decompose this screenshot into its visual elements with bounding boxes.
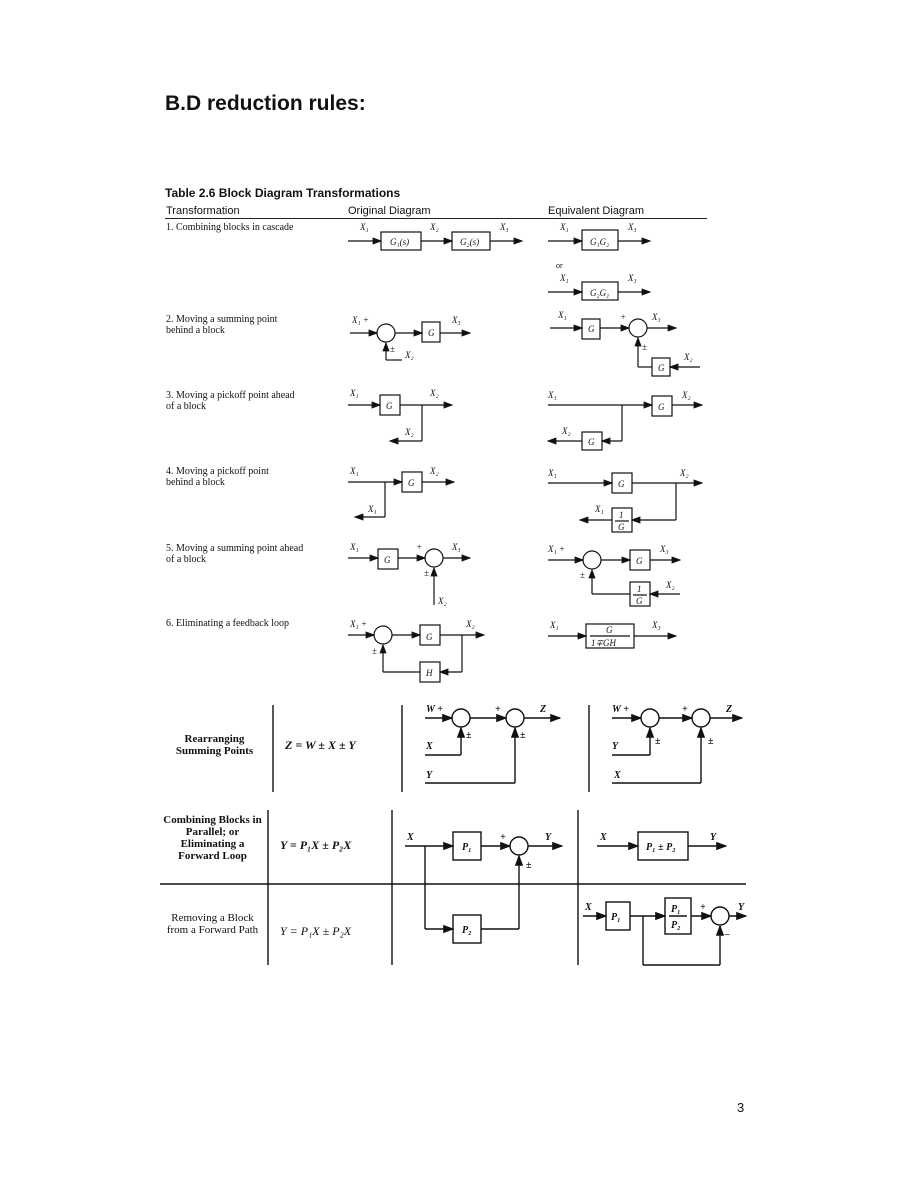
row-label-3: 3. Moving a pickoff point ahead of a block	[166, 390, 295, 412]
svg-text:X₁: X₁	[548, 468, 557, 478]
svg-text:Y: Y	[545, 832, 552, 843]
svg-text:X₂: X₂	[466, 619, 475, 629]
svg-text:X₁: X₁	[368, 504, 377, 514]
svg-text:X₂: X₂	[666, 580, 675, 590]
col-header-original: Original Diagram	[348, 205, 431, 217]
svg-text:Y: Y	[426, 770, 433, 781]
row5-original-diagram	[348, 542, 470, 606]
svg-text:X₂: X₂	[405, 427, 414, 437]
table2-eq-parallel: Y = P₁X ± P₂X	[280, 838, 352, 852]
col-header-equivalent: Equivalent Diagram	[548, 205, 644, 217]
svg-text:+: +	[682, 704, 688, 715]
svg-text:Z: Z	[540, 704, 547, 715]
svg-text:±: ±	[526, 860, 532, 871]
svg-text:±: ±	[708, 736, 714, 747]
svg-text:X₃: X₃	[628, 273, 637, 283]
row-label-6: 6. Eliminating a feedback loop	[166, 618, 290, 629]
svg-text:Z: Z	[726, 704, 733, 715]
svg-text:+: +	[700, 902, 706, 913]
svg-text:X₁ +: X₁ +	[352, 315, 369, 325]
parallel-equivalent-diagram	[597, 832, 726, 860]
svg-text:X: X	[426, 741, 433, 752]
page-heading: B.D reduction rules:	[165, 92, 366, 115]
svg-text:G: G	[588, 437, 595, 447]
row-label-2: 2. Moving a summing point behind a block	[166, 314, 278, 336]
svg-text:X₃: X₃	[628, 222, 637, 232]
svg-text:X: X	[600, 832, 607, 843]
svg-text:X: X	[585, 902, 592, 913]
svg-text:±: ±	[466, 730, 472, 741]
svg-text:X₁: X₁	[550, 620, 559, 630]
svg-text:X₂: X₂	[562, 426, 571, 436]
svg-text:G: G	[658, 363, 665, 373]
svg-text:X₃: X₃	[652, 620, 661, 630]
row3-original-diagram	[348, 388, 452, 441]
svg-text:G: G	[386, 401, 393, 411]
svg-text:±: ±	[424, 568, 429, 578]
row2-equivalent-diagram	[550, 310, 700, 376]
svg-text:P₁: P₁	[462, 842, 472, 853]
svg-text:G: G	[588, 324, 595, 334]
svg-text:G: G	[426, 632, 433, 642]
table2-label-removing: Removing a Block from a Forward Path	[166, 912, 259, 936]
svg-text:X₁: X₁	[548, 390, 557, 400]
svg-text:P₂: P₂	[671, 920, 681, 931]
svg-text:H: H	[426, 668, 433, 678]
rearranging-original-diagram	[425, 704, 560, 783]
row3-equivalent-diagram	[547, 390, 702, 450]
svg-text:X₂: X₂	[430, 388, 439, 398]
svg-text:X₁: X₁	[350, 542, 359, 552]
removing-block-equivalent-diagram	[583, 898, 746, 965]
svg-text:X₃: X₃	[500, 222, 509, 232]
table-title: Table 2.6 Block Diagram Transformations	[165, 186, 401, 200]
svg-text:G₂(s): G₂(s)	[460, 237, 480, 247]
svg-text:X₁: X₁	[560, 222, 569, 232]
row4-original-diagram	[348, 466, 454, 517]
svg-text:+: +	[495, 704, 501, 715]
svg-text:±: ±	[642, 342, 647, 352]
svg-text:G: G	[606, 625, 613, 635]
svg-text:Y: Y	[738, 902, 745, 913]
svg-text:P₁ ± P₂: P₁ ± P₂	[646, 842, 676, 853]
svg-text:G: G	[408, 478, 415, 488]
svg-text:1∓GH: 1∓GH	[591, 638, 617, 648]
table2-label-rearranging: Rearranging Summing Points	[175, 733, 254, 757]
page-number: 3	[737, 1100, 745, 1115]
svg-text:+: +	[416, 542, 423, 552]
svg-text:X₁: X₁	[360, 222, 369, 232]
svg-text:G: G	[618, 522, 625, 532]
table2-eq-rearranging: Z = W ± X ± Y	[285, 738, 356, 752]
svg-text:G: G	[658, 402, 665, 412]
row1-original-diagram	[348, 222, 522, 250]
svg-text:X₃: X₃	[452, 542, 461, 552]
svg-text:±: ±	[390, 344, 395, 354]
svg-text:P₁: P₁	[671, 904, 681, 915]
row6-equivalent-diagram	[548, 620, 676, 648]
svg-text:G: G	[636, 596, 643, 606]
svg-text:X₂: X₂	[684, 352, 693, 362]
svg-text:X₁: X₁	[558, 310, 567, 320]
svg-text:X₁: X₁	[595, 504, 604, 514]
svg-text:X₂: X₂	[682, 390, 691, 400]
svg-text:X₂: X₂	[438, 596, 447, 606]
svg-text:+: +	[620, 312, 627, 322]
svg-text:X₂: X₂	[430, 466, 439, 476]
svg-text:1: 1	[637, 584, 642, 594]
col-header-transformation: Transformation	[166, 205, 240, 217]
or-text: or	[556, 261, 563, 270]
svg-text:X₁ +: X₁ +	[548, 544, 565, 554]
parallel-original-diagram	[405, 832, 562, 943]
row2-original-diagram	[350, 315, 470, 360]
svg-text:W +: W +	[612, 704, 629, 715]
svg-text:X₂: X₂	[430, 222, 439, 232]
row-label-4: 4. Moving a pickoff point behind a block	[166, 466, 269, 488]
svg-text:X₁: X₁	[350, 466, 359, 476]
row5-equivalent-diagram	[547, 544, 680, 606]
rearranging-equivalent-diagram	[612, 704, 742, 783]
svg-text:+: +	[500, 832, 506, 843]
svg-text:G₂G₁: G₂G₁	[590, 288, 610, 298]
svg-text:1: 1	[619, 510, 624, 520]
table2-eq-removing: Y = P₁X ± P₂X	[280, 924, 352, 938]
svg-text:Y: Y	[710, 832, 717, 843]
svg-text:−: −	[724, 930, 731, 941]
svg-text:G₁(s): G₁(s)	[390, 237, 410, 247]
svg-text:Y: Y	[612, 741, 619, 752]
svg-text:P₂: P₂	[462, 925, 472, 936]
svg-text:±: ±	[580, 570, 585, 580]
row1-equivalent-diagram	[548, 222, 650, 300]
svg-text:±: ±	[372, 646, 377, 656]
svg-text:G: G	[636, 556, 643, 566]
svg-text:G₁G₂: G₁G₂	[590, 237, 610, 247]
row4-equivalent-diagram	[547, 468, 702, 532]
svg-text:±: ±	[520, 730, 526, 741]
svg-text:P₁: P₁	[611, 912, 621, 923]
row-label-1: 1. Combining blocks in cascade	[166, 222, 294, 233]
svg-text:W +: W +	[426, 704, 443, 715]
svg-text:X: X	[407, 832, 414, 843]
svg-text:X₃: X₃	[660, 544, 669, 554]
table2-label-parallel: Combining Blocks in Parallel; or Eliminating a Forward Loop	[163, 814, 262, 862]
svg-text:G: G	[618, 479, 625, 489]
svg-text:±: ±	[655, 736, 661, 747]
svg-text:X₁: X₁	[350, 388, 359, 398]
row-label-5: 5. Moving a summing point ahead of a block	[166, 543, 304, 565]
svg-text:G: G	[428, 328, 435, 338]
row6-original-diagram	[348, 619, 484, 682]
svg-text:X₂: X₂	[680, 468, 689, 478]
svg-text:X₂: X₂	[405, 350, 414, 360]
svg-text:X₁: X₁	[560, 273, 569, 283]
svg-text:X₁ +: X₁ +	[350, 619, 367, 629]
svg-text:X₃: X₃	[452, 315, 461, 325]
svg-text:X₃: X₃	[652, 312, 661, 322]
svg-text:G: G	[384, 555, 391, 565]
svg-text:X: X	[614, 770, 621, 781]
